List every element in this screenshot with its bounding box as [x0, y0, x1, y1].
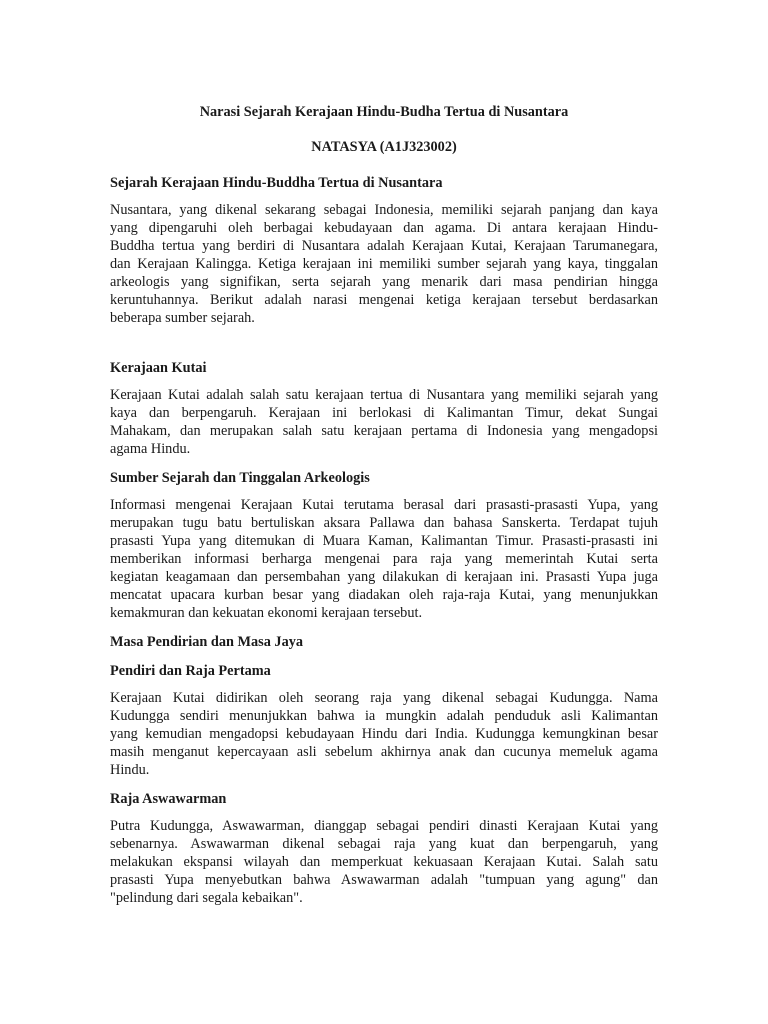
- document-title: Narasi Sejarah Kerajaan Hindu-Budha Tertua di Nusantara: [199, 104, 569, 120]
- paragraph-line: sebenarnya. Aswawarman dikenal sebagai raja yang kuat dan berpengaruh, yang: [110, 836, 658, 852]
- paragraph-kutai: [110, 386, 658, 458]
- paragraph-line: kegiatan keagamaan dan persembahan yang dilakukan di kerajaan ini. Prasasti Yupa juga: [110, 569, 658, 585]
- paragraph-intro: [110, 201, 658, 327]
- paragraph-line: merupakan tugu batu bertuliskan aksara Pallawa dan bahasa Sanskerta. Terdapat tujuh: [110, 515, 658, 531]
- paragraph-line: yang kemudian mengadopsi kebudayaan Hindu dari India. Kudungga kemungkinan besar: [110, 726, 658, 742]
- paragraph-line: agama Hindu.: [110, 441, 191, 457]
- document-body: [110, 103, 658, 907]
- paragraph-line: Kerajaan Kutai didirikan oleh seorang raja yang dikenal sebagai Kudungga. Nama: [110, 690, 658, 706]
- paragraph-line: "pelindung dari segala kebaikan".: [110, 890, 303, 906]
- document-author: NATASYA (A1J323002): [311, 139, 457, 155]
- paragraph-line: Kudungga sendiri menunjukkan bahwa ia mungkin adalah penduduk asli Kalimantan: [110, 708, 658, 724]
- paragraph-line: prasasti Yupa yang ditemukan di Muara Kaman, Kalimantan Timur. Prasasti-prasasti ini: [110, 533, 658, 549]
- paragraph-line: keruntuhannya. Berikut adalah narasi mengenai ketiga kerajaan tersebut berdasarkan: [110, 292, 658, 308]
- paragraph-line: Buddha tertua yang berdiri di Nusantara adalah Kerajaan Kutai, Kerajaan Tarumanegara,: [110, 238, 658, 254]
- section-heading-kutai: Kerajaan Kutai: [110, 360, 207, 376]
- paragraph-line: mencatat upacara kurban besar yang diadakan oleh raja-raja Kutai, yang menunjukkan: [110, 587, 658, 603]
- paragraph-line: memberikan informasi berharga mengenai para raja yang memerintah Kutai serta: [110, 551, 658, 567]
- paragraph-line: dan Kerajaan Kalingga. Ketiga kerajaan ini memiliki sumber sejarah yang kaya, tinggalan: [110, 256, 658, 272]
- paragraph-line: beberapa sumber sejarah.: [110, 310, 255, 326]
- paragraph-line: masih menganut kepercayaan asli sebelum akhirnya anak dan cucunya memeluk agama: [110, 744, 658, 760]
- paragraph-line: kaya dan berpengaruh. Kerajaan ini berlokasi di Kalimantan Timur, dekat Sungai: [110, 405, 658, 421]
- paragraph-line: Mahakam, dan merupakan salah satu kerajaan pertama di Indonesia yang mengadopsi: [110, 423, 658, 439]
- section-heading-sumber: Sumber Sejarah dan Tinggalan Arkeologis: [110, 470, 370, 486]
- paragraph-line: Putra Kudungga, Aswawarman, dianggap sebagai pendiri dinasti Kerajaan Kutai yang: [110, 818, 658, 834]
- paragraph-line: melakukan ekspansi wilayah dan memperkuat kekuasaan Kerajaan Kutai. Salah satu: [110, 854, 658, 870]
- paragraph-line: prasasti Yupa menyebutkan bahwa Aswawarman adalah "tumpuan yang agung" dan: [110, 872, 658, 888]
- paragraph-line: Nusantara, yang dikenal sekarang sebagai Indonesia, memiliki sejarah panjang dan kaya: [110, 202, 658, 218]
- section-heading-aswawarman: Raja Aswawarman: [110, 791, 227, 807]
- paragraph-line: Hindu.: [110, 762, 150, 778]
- section-heading-pendiri: Pendiri dan Raja Pertama: [110, 663, 271, 679]
- paragraph-pendiri: [110, 689, 658, 779]
- paragraph-line: arkeologis yang signifikan, serta sejarah yang menarik dari masa pendirian hingga: [110, 274, 658, 290]
- section-heading-intro: Sejarah Kerajaan Hindu-Buddha Tertua di Nusantara: [110, 175, 443, 191]
- section-heading-masa: Masa Pendirian dan Masa Jaya: [110, 634, 304, 650]
- paragraph-line: yang dipengaruhi oleh berbagai kebudayaan dan agama. Di antara kerajaan Hindu-: [110, 220, 658, 236]
- paragraph-sumber: [110, 496, 658, 622]
- paragraph-aswawarman: [110, 817, 658, 907]
- paragraph-line: Kerajaan Kutai adalah salah satu kerajaan tertua di Nusantara yang memiliki sejarah yang: [110, 387, 658, 403]
- paragraph-line: kemakmuran dan kekuatan ekonomi kerajaan tersebut.: [110, 605, 423, 621]
- paragraph-line: Informasi mengenai Kerajaan Kutai terutama berasal dari prasasti-prasasti Yupa, yang: [110, 497, 658, 513]
